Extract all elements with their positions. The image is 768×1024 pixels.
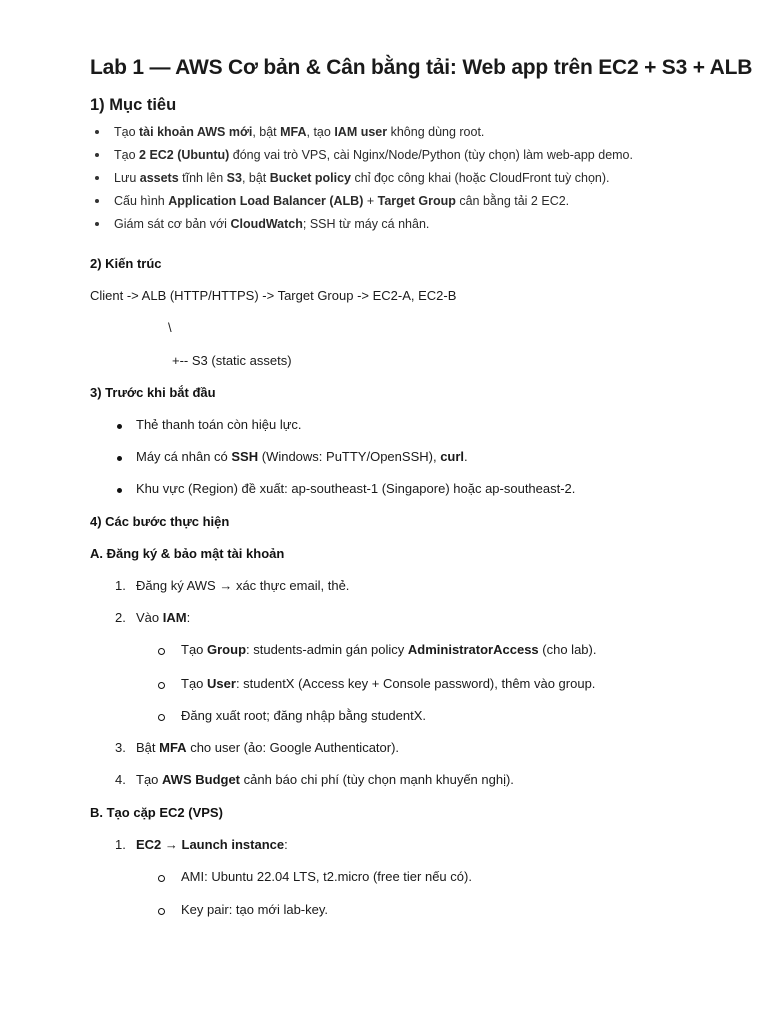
goals-list [90, 122, 633, 237]
step-number: 4. [115, 772, 126, 787]
step-a-2-sub-1: Tạo Group: students-admin gán policy AdministratorAccess (cho lab). [181, 642, 597, 657]
section-b-heading: B. Tạo cặp EC2 (VPS) [90, 805, 223, 820]
goal-item: Tạo 2 EC2 (Ubuntu) đóng vai trò VPS, cài Nginx/Node/Python (tùy chọn) làm web-app demo. [90, 145, 633, 168]
goal-item: Tạo tài khoản AWS mới, bật MFA, tạo IAM user không dùng root. [90, 122, 633, 145]
step-a-2-sub-2: Tạo User: studentX (Access key + Console password), thêm vào group. [181, 676, 596, 691]
goal-item: Lưu assets tĩnh lên S3, bật Bucket policy chỉ đọc công khai (hoặc CloudFront tuỳ chọn). [90, 168, 633, 191]
bullet-icon [117, 456, 122, 461]
section-a-heading: A. Đăng ký & bảo mật tài khoản [90, 546, 285, 561]
step-number: 3. [115, 740, 126, 755]
step-a-4: Tạo AWS Budget cảnh báo chi phí (tùy chọn mạnh khuyến nghị). [136, 772, 514, 787]
circle-bullet-icon [158, 682, 165, 689]
before-start-item-1: Thẻ thanh toán còn hiệu lực. [136, 417, 302, 432]
step-a-1: Đăng ký AWS → xác thực email, thẻ. [136, 578, 350, 593]
section-goals-heading: 1) Mục tiêu [90, 96, 177, 114]
step-a-3: Bật MFA cho user (ảo: Google Authenticator). [136, 740, 400, 755]
architecture-line-2: \ [168, 320, 172, 335]
section-before-start-heading: 3) Trước khi bắt đầu [90, 385, 216, 400]
bullet-icon [117, 488, 122, 493]
step-number: 1. [115, 837, 126, 852]
circle-bullet-icon [158, 714, 165, 721]
section-steps-heading: 4) Các bước thực hiện [90, 514, 230, 529]
step-number: 1. [115, 578, 126, 593]
step-b-1-sub-1: AMI: Ubuntu 22.04 LTS, t2.micro (free tier nếu có). [181, 869, 472, 884]
circle-bullet-icon [158, 648, 165, 655]
architecture-line-1: Client -> ALB (HTTP/HTTPS) -> Target Group -> EC2-A, EC2-B [90, 288, 457, 303]
step-a-2-sub-3: Đăng xuất root; đăng nhập bằng studentX. [181, 708, 427, 723]
step-b-1-sub-2: Key pair: tạo mới lab-key. [181, 902, 329, 917]
architecture-line-3: +-- S3 (static assets) [172, 353, 292, 368]
before-start-item-2: Máy cá nhân có SSH (Windows: PuTTY/OpenSSH), curl. [136, 449, 468, 464]
step-number: 2. [115, 610, 126, 625]
section-architecture-heading: 2) Kiến trúc [90, 256, 162, 271]
goal-item: Cấu hình Application Load Balancer (ALB) + Target Group cân bằng tải 2 EC2. [90, 191, 633, 214]
step-a-2: Vào IAM: [136, 610, 191, 625]
before-start-item-3: Khu vực (Region) đề xuất: ap-southeast-1 (Singapore) hoặc ap-southeast-2. [136, 481, 576, 496]
circle-bullet-icon [158, 908, 165, 915]
bullet-icon [117, 424, 122, 429]
circle-bullet-icon [158, 875, 165, 882]
step-b-1: EC2 → Launch instance: [136, 837, 288, 852]
document-title: Lab 1 — AWS Cơ bản & Cân bằng tải: Web app trên EC2 + S3 + ALB [90, 56, 753, 79]
goal-item: Giám sát cơ bản với CloudWatch; SSH từ máy cá nhân. [90, 214, 633, 237]
